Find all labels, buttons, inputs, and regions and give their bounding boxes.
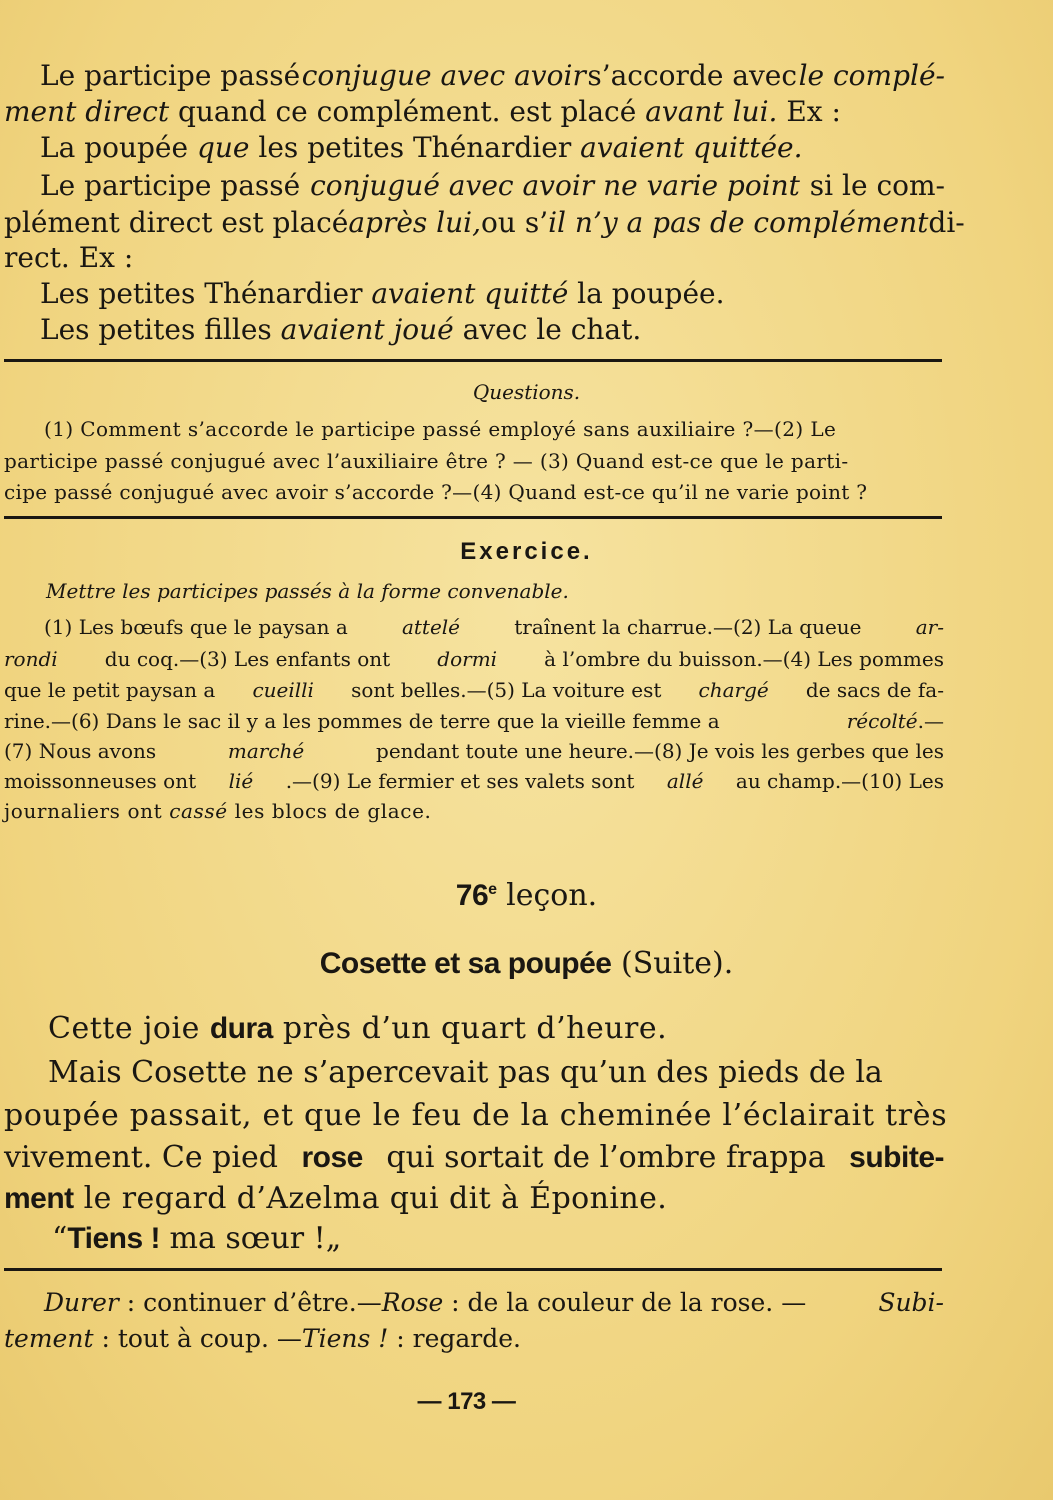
rule-line-4: Le participe passé conjugué avec avoir ne varie point si le com- <box>40 169 945 202</box>
rule-line-6: rect. Ex : <box>4 241 134 274</box>
rule-example-2: Les petites Thénardier avaient quitté la poupée. <box>40 277 725 310</box>
exercise-line-5: (7) Nous avons marché pendant toute une heure.—(8) Je vois les gerbes que les <box>4 739 944 763</box>
rule-example-3: Les petites filles avaient joué avec le chat. <box>40 313 642 346</box>
exercise-line-6: moissonneuses ont lié .—(9) Le fermier et ses valets sont allé au champ.—(10) Les <box>4 769 944 793</box>
exercise-instruction: Mettre les participes passés à la forme convenable. <box>46 579 569 603</box>
glossary-line-1: Durer : continuer d’être.—Rose : de la couleur de la rose. — Subi- <box>44 1288 944 1317</box>
page-number: — 173 — <box>417 1388 516 1415</box>
rule-line-2: ment direct quand ce complément. est placé avant lui. Ex : <box>4 95 841 128</box>
lesson-title: Cosette et sa poupée (Suite). <box>319 946 734 981</box>
reading-line-2: Mais Cosette ne s’apercevait pas qu’un des pieds de la <box>48 1055 883 1090</box>
rule-example-1: La poupée que les petites Thénardier avaient quittée. <box>40 131 803 164</box>
lesson-heading: 76e leçon. <box>455 878 598 913</box>
exercise-line-1: (1) Les bœufs que le paysan a attelé traînent la charrue.—(2) La queue ar- <box>44 615 944 639</box>
reading-line-5: ment le regard d’Azelma qui dit à Éponine. <box>4 1181 668 1216</box>
exercise-line-4: rine.—(6) Dans le sac il y a les pommes de terre que la vieille femme a récolté.— <box>4 709 944 733</box>
questions-title: Questions. <box>472 380 581 404</box>
exercise-line-7: journaliers ont cassé les blocs de glace. <box>4 799 432 823</box>
reading-line-3: poupée passait, et que le feu de la cheminée l’éclairait très <box>4 1098 948 1133</box>
divider-rule <box>4 359 942 362</box>
rule-line-5: plément direct est placé après lui, ou s’il n’y a pas de complément di- <box>4 206 965 239</box>
questions-line-3: cipe passé conjugué avec avoir s’accorde ?—(4) Quand est-ce qu’il ne varie point ? <box>4 480 868 504</box>
reading-line-4: vivement. Ce pied rose qui sortait de l’ombre frappa subite- <box>4 1140 944 1175</box>
questions-line-1: (1) Comment s’accorde le participe passé employé sans auxiliaire ?—(2) Le <box>44 417 837 441</box>
divider-glossary <box>4 1268 942 1271</box>
reading-line-1: Cette joie dura près d’un quart d’heure. <box>48 1011 668 1046</box>
exercise-line-2: rondi du coq.—(3) Les enfants ont dormi à l’ombre du buisson.—(4) Les pommes <box>4 647 944 671</box>
questions-line-2: participe passé conjugué avec l’auxiliaire être ? — (3) Quand est-ce que le parti- <box>4 449 849 473</box>
exercise-line-3: que le petit paysan a cueilli sont belles.—(5) La voiture est chargé de sacs de fa- <box>4 678 944 702</box>
reading-line-6: “Tiens ! ma sœur !„ <box>52 1221 342 1256</box>
exercise-title: Exercice. <box>460 538 593 565</box>
glossary-line-2: tement : tout à coup. —Tiens ! : regarde. <box>4 1324 521 1353</box>
divider-exercise <box>4 516 942 519</box>
rule-line-1: Le participe passé conjugue avec avoir s’accorde avec le complé- <box>40 59 945 92</box>
